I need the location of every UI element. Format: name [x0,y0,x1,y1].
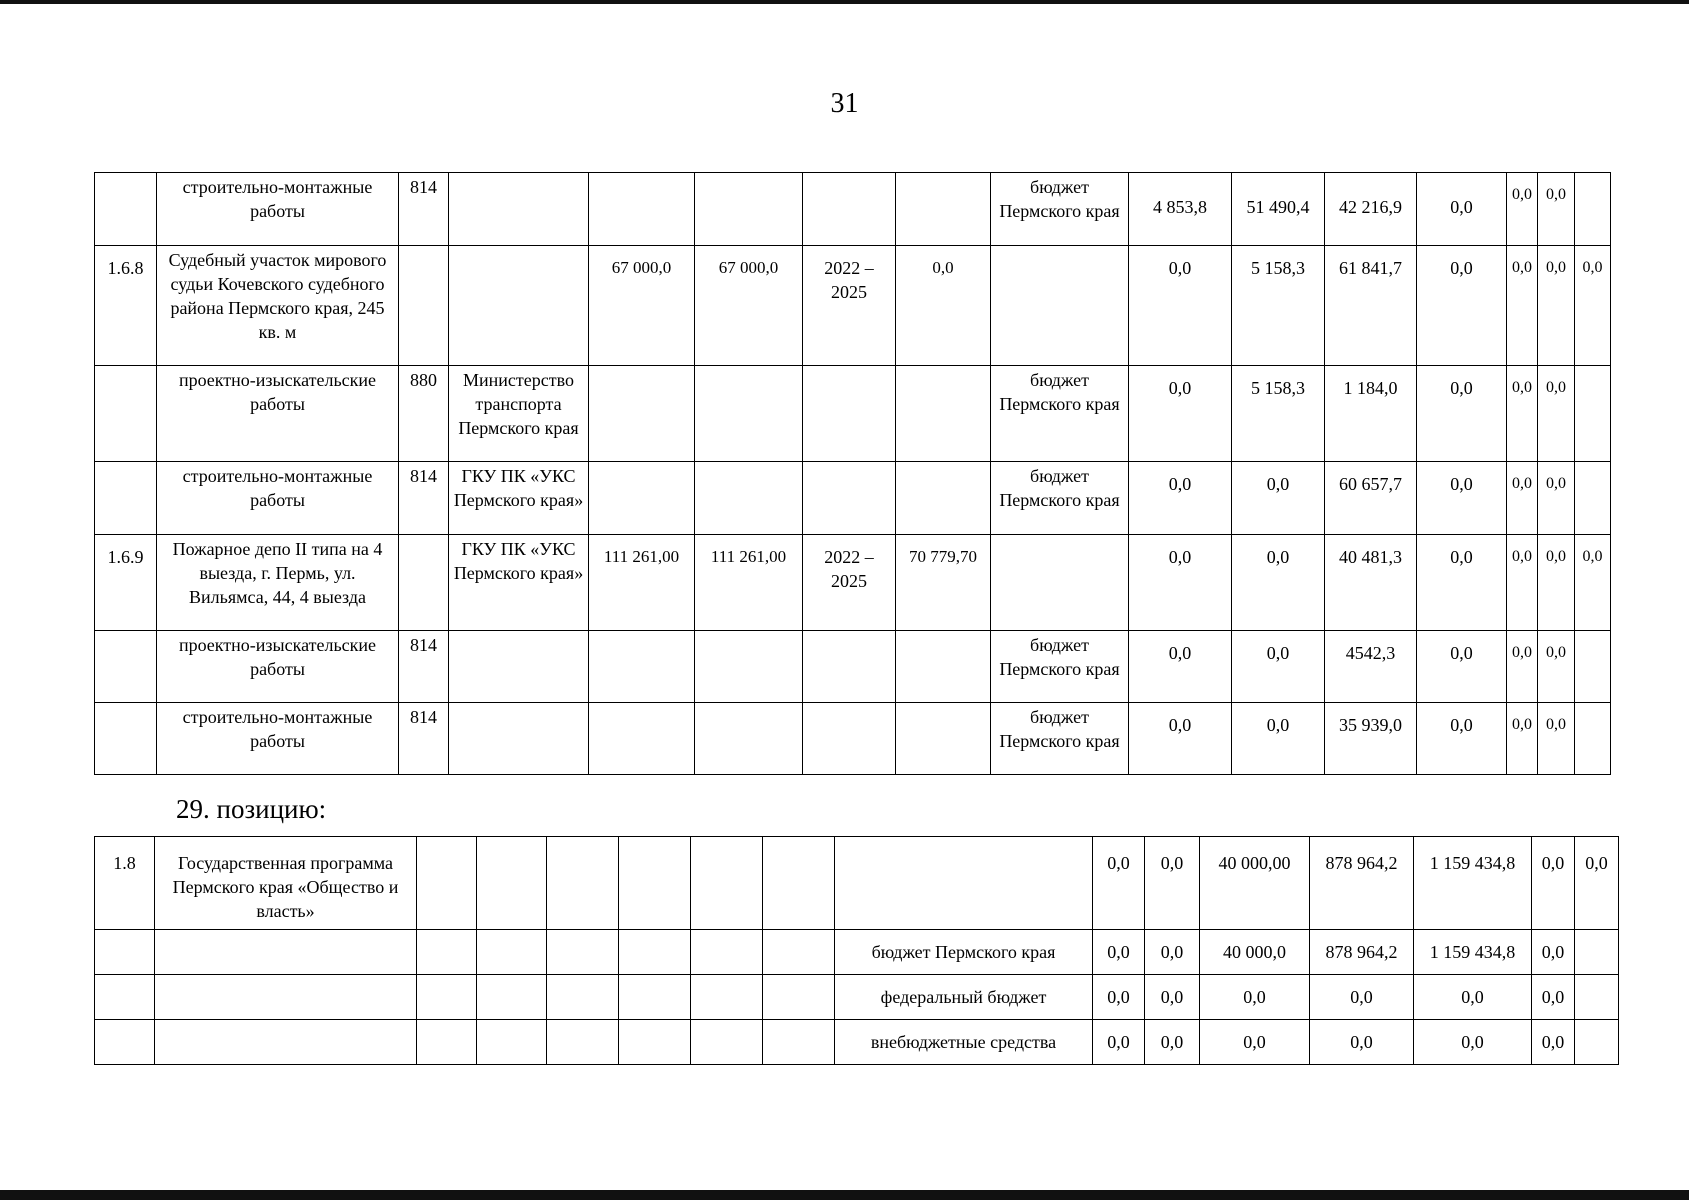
cell-cost3: 0,0 [896,246,991,366]
cell-code [399,535,449,631]
cell-no [95,703,157,775]
cell-blank [691,975,763,1020]
cell-v5: 0,0 [1507,535,1538,631]
cell-blank [691,1020,763,1065]
cell-v3: 40 481,3 [1325,535,1417,631]
cell-cost2: 67 000,0 [695,246,803,366]
cell-v1: 0,0 [1093,1020,1145,1065]
cell-period [803,631,896,703]
cell-code [399,246,449,366]
cell-v5: 0,0 [1507,703,1538,775]
cell-v3: 0,0 [1200,1020,1310,1065]
cell-executor [449,703,589,775]
cell-cost2 [695,366,803,462]
cell-blank [619,975,691,1020]
page-number: 31 [830,88,859,119]
cell-v1: 0,0 [1129,535,1232,631]
cell-cost1 [589,173,695,246]
cell-name [155,975,417,1020]
cell-v4: 0,0 [1310,975,1414,1020]
cell-no [95,173,157,246]
cell-v7 [1575,631,1611,703]
cell-v1: 0,0 [1129,631,1232,703]
cell-blank [417,930,477,975]
cell-code: 814 [399,173,449,246]
cell-v3: 0,0 [1200,975,1310,1020]
scan-edge-top [0,0,1689,4]
cell-blank [691,837,763,930]
cell-executor [449,631,589,703]
cell-name: Государственная программа Пермского края «Общество и власть» [155,837,417,930]
cell-executor: ГКУ ПК «УКС Пермского края» [449,535,589,631]
cell-blank [619,1020,691,1065]
cell-cost3 [896,703,991,775]
cell-v6: 0,0 [1532,837,1575,930]
cell-cost3 [896,366,991,462]
cell-cost3 [896,173,991,246]
cell-v2: 0,0 [1232,462,1325,535]
cell-v3: 40 000,0 [1200,930,1310,975]
cell-no: 1.6.9 [95,535,157,631]
cell-source: внебюджетные средства [835,1020,1093,1065]
cell-cost2 [695,173,803,246]
cell-name: строительно-монтажные работы [157,173,399,246]
cell-v4: 0,0 [1417,703,1507,775]
cell-name [155,930,417,975]
cell-v6: 0,0 [1532,930,1575,975]
cell-cost3: 70 779,70 [896,535,991,631]
cell-v1: 0,0 [1129,703,1232,775]
cell-v4: 0,0 [1417,366,1507,462]
cell-period [803,703,896,775]
cell-v1: 4 853,8 [1129,173,1232,246]
cell-v7 [1575,1020,1619,1065]
cell-executor [449,246,589,366]
cell-v2: 0,0 [1145,1020,1200,1065]
cell-v6: 0,0 [1538,631,1575,703]
cell-v3: 1 184,0 [1325,366,1417,462]
cell-blank [547,975,619,1020]
cell-code: 814 [399,631,449,703]
cell-v6: 0,0 [1538,366,1575,462]
cell-v1: 0,0 [1093,975,1145,1020]
cell-executor: Министерство транспорта Пермского края [449,366,589,462]
cell-no [95,930,155,975]
cell-period: 2022 – 2025 [803,246,896,366]
cell-blank [691,930,763,975]
cell-source: федеральный бюджет [835,975,1093,1020]
cell-v7 [1575,462,1611,535]
section-heading: 29. позицию: [176,794,327,824]
cell-executor [449,173,589,246]
cell-v1: 0,0 [1093,837,1145,930]
cell-name: Судебный участок мирового судьи Кочевского судебного района Пермского края, 245 кв. м [157,246,399,366]
cell-v5: 0,0 [1414,1020,1532,1065]
cell-code: 814 [399,462,449,535]
cell-v4: 0,0 [1417,631,1507,703]
cell-cost2 [695,703,803,775]
cell-cost1 [589,703,695,775]
cell-no [95,631,157,703]
cell-v1: 0,0 [1129,246,1232,366]
table-row [95,703,1611,775]
cell-source: бюджет Пермского края [991,366,1129,462]
cell-v4: 878 964,2 [1310,930,1414,975]
cell-v6: 0,0 [1538,535,1575,631]
cell-source: бюджет Пермского края [835,930,1093,975]
cell-blank [619,930,691,975]
cell-v4: 0,0 [1417,173,1507,246]
cell-name: Пожарное депо II типа на 4 выезда, г. Пермь, ул. Вильямса, 44, 4 выезда [157,535,399,631]
cell-source: бюджет Пермского края [991,631,1129,703]
cell-blank [417,837,477,930]
cell-v1: 0,0 [1129,462,1232,535]
cell-cost1 [589,631,695,703]
table-row [95,631,1611,703]
cell-blank [763,837,835,930]
cell-name: проектно-изыскательские работы [157,631,399,703]
cell-v5: 1 159 434,8 [1414,837,1532,930]
table-row [95,975,1619,1020]
cell-blank [477,975,547,1020]
cell-cost1: 67 000,0 [589,246,695,366]
cell-period: 2022 – 2025 [803,535,896,631]
cell-no [95,1020,155,1065]
program-objects-table [94,172,1611,775]
cell-v1: 0,0 [1129,366,1232,462]
cell-no [95,366,157,462]
cell-v4: 0,0 [1417,535,1507,631]
cell-v6: 0,0 [1538,703,1575,775]
cell-blank [417,975,477,1020]
cell-v7 [1575,366,1611,462]
cell-cost1: 111 261,00 [589,535,695,631]
cell-source: бюджет Пермского края [991,173,1129,246]
cell-no [95,462,157,535]
cell-name: проектно-изыскательские работы [157,366,399,462]
table-row [95,366,1611,462]
cell-blank [619,837,691,930]
cell-v7: 0,0 [1575,535,1611,631]
cell-v2: 5 158,3 [1232,246,1325,366]
table-row [95,1020,1619,1065]
cell-blank [763,930,835,975]
cell-v2: 0,0 [1232,631,1325,703]
cell-v2: 0,0 [1145,837,1200,930]
cell-period [803,366,896,462]
cell-no [95,975,155,1020]
cell-v3: 35 939,0 [1325,703,1417,775]
cell-v2: 0,0 [1145,975,1200,1020]
cell-period [803,173,896,246]
cell-blank [547,930,619,975]
cell-v3: 60 657,7 [1325,462,1417,535]
cell-blank [547,837,619,930]
cell-no: 1.6.8 [95,246,157,366]
cell-source [991,246,1129,366]
cell-v7 [1575,930,1619,975]
cell-v7: 0,0 [1575,837,1619,930]
cell-name: строительно-монтажные работы [157,703,399,775]
cell-period [803,462,896,535]
cell-source: бюджет Пермского края [991,703,1129,775]
cell-no: 1.8 [95,837,155,930]
table-row [95,837,1619,930]
cell-v2: 5 158,3 [1232,366,1325,462]
cell-cost2: 111 261,00 [695,535,803,631]
cell-v3: 4542,3 [1325,631,1417,703]
cell-v6: 0,0 [1538,173,1575,246]
table-row [95,930,1619,975]
cell-v3: 42 216,9 [1325,173,1417,246]
cell-blank [763,1020,835,1065]
cell-v3: 61 841,7 [1325,246,1417,366]
cell-cost1 [589,366,695,462]
cell-name: строительно-монтажные работы [157,462,399,535]
scan-edge-bottom [0,1190,1689,1200]
cell-cost1 [589,462,695,535]
cell-v6: 0,0 [1538,462,1575,535]
cell-v7 [1575,975,1619,1020]
cell-blank [547,1020,619,1065]
cell-v5: 0,0 [1507,173,1538,246]
cell-blank [477,837,547,930]
cell-v5: 0,0 [1507,631,1538,703]
cell-v4: 0,0 [1417,246,1507,366]
cell-v7 [1575,173,1611,246]
cell-v5: 0,0 [1414,975,1532,1020]
cell-v2: 0,0 [1145,930,1200,975]
cell-v4: 0,0 [1310,1020,1414,1065]
cell-blank [477,1020,547,1065]
cell-blank [477,930,547,975]
cell-v6: 0,0 [1538,246,1575,366]
cell-v5: 0,0 [1507,462,1538,535]
cell-blank [417,1020,477,1065]
cell-blank [763,975,835,1020]
cell-v4: 878 964,2 [1310,837,1414,930]
table-row [95,173,1611,246]
cell-cost3 [896,631,991,703]
cell-v6: 0,0 [1532,1020,1575,1065]
cell-v5: 0,0 [1507,366,1538,462]
cell-name [155,1020,417,1065]
cell-v6: 0,0 [1532,975,1575,1020]
program-totals-table [94,836,1619,1065]
table-row [95,462,1611,535]
cell-v4: 0,0 [1417,462,1507,535]
cell-v5: 0,0 [1507,246,1538,366]
cell-cost2 [695,462,803,535]
cell-code: 880 [399,366,449,462]
cell-v7: 0,0 [1575,246,1611,366]
cell-source [991,535,1129,631]
cell-cost2 [695,631,803,703]
cell-executor: ГКУ ПК «УКС Пермского края» [449,462,589,535]
cell-v1: 0,0 [1093,930,1145,975]
cell-v2: 0,0 [1232,703,1325,775]
table-row [95,535,1611,631]
table-row [95,246,1611,366]
cell-source: бюджет Пермского края [991,462,1129,535]
cell-v3: 40 000,00 [1200,837,1310,930]
cell-v2: 0,0 [1232,535,1325,631]
cell-v7 [1575,703,1611,775]
cell-cost3 [896,462,991,535]
cell-code: 814 [399,703,449,775]
cell-v2: 51 490,4 [1232,173,1325,246]
cell-source [835,837,1093,930]
cell-v5: 1 159 434,8 [1414,930,1532,975]
